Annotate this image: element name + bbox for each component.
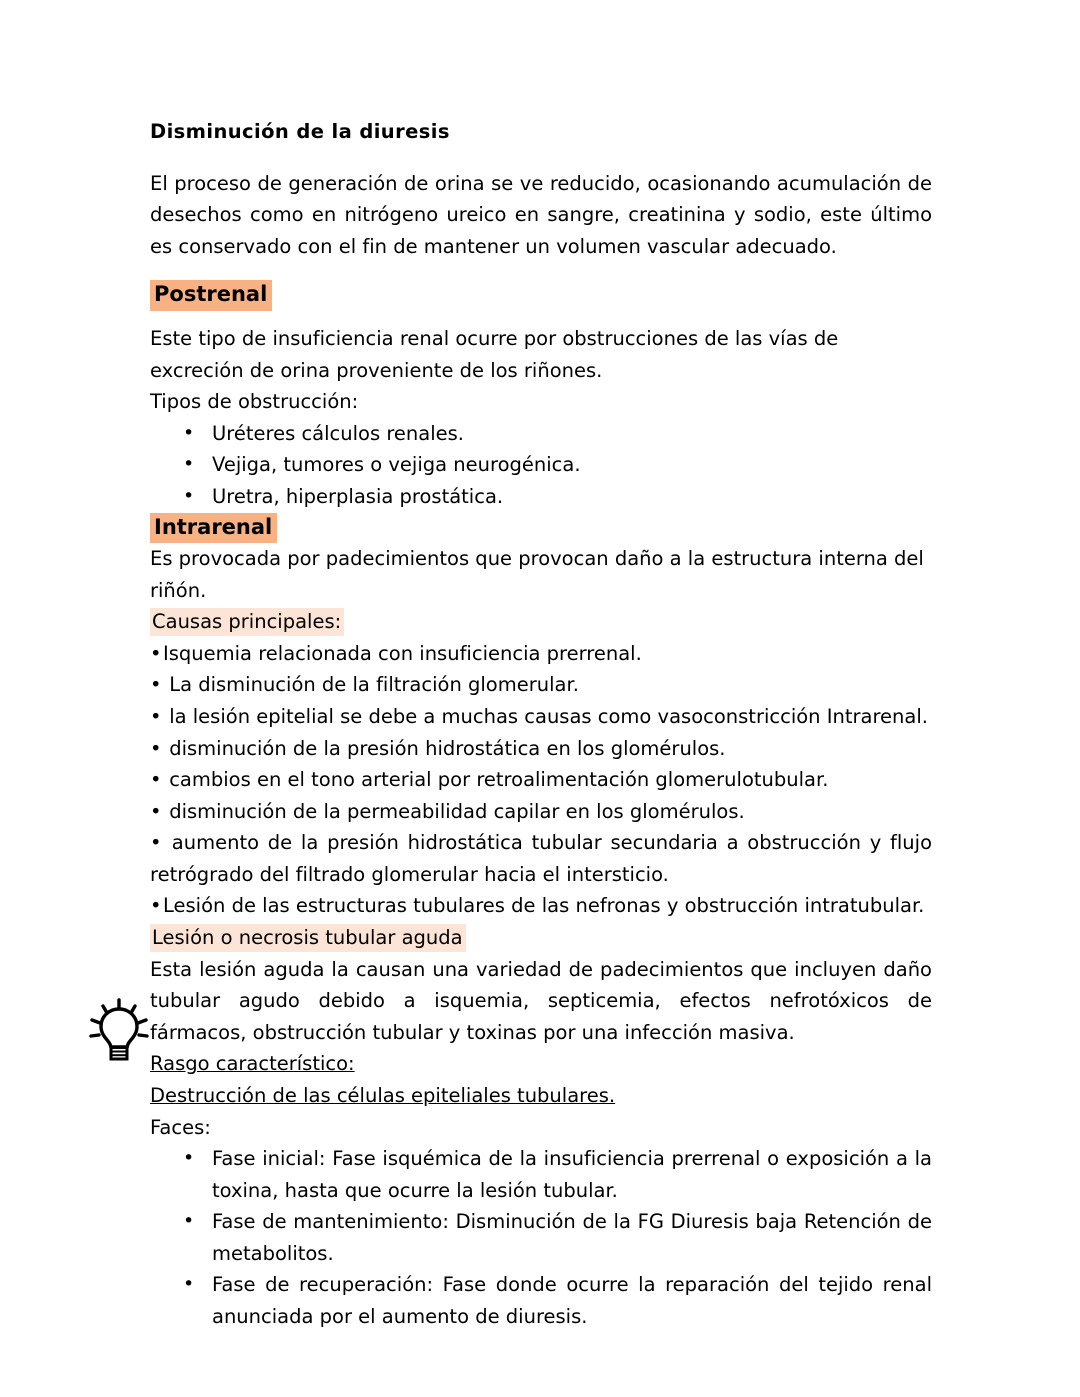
- label-causas-principales: Causas principales:: [150, 608, 344, 636]
- list-item: [150, 481, 932, 513]
- label-faces: Faces:: [150, 1115, 211, 1139]
- paragraph-necrosis-tubular: Esta lesión aguda la causan una variedad de padecimientos que incluyen daño tubular agudo debido a isquemia, septicemia, efectos nefrotóxicos de fármacos, obstrucción tubular y toxinas por una infección masiva.: [150, 957, 932, 1044]
- label-causas-principales-wrap: [150, 606, 932, 638]
- label-tipos-obstruccion: Tipos de obstrucción:: [150, 390, 359, 414]
- list-causas-principales: [150, 638, 932, 922]
- heading-postrenal-wrap: [150, 280, 932, 311]
- list-item-label: Fase de recuperación: Fase donde ocurre la reparación del tejido renal anunciada por el aumento de diuresis.: [212, 1273, 932, 1328]
- list-faces: [150, 1143, 932, 1332]
- list-item: [150, 449, 932, 481]
- heading-disminucion-diuresis: Disminución de la diuresis: [150, 120, 450, 143]
- list-item-label: disminución de la permeabilidad capilar en los glomérulos.: [169, 799, 745, 823]
- list-item-label: Fase inicial: Fase isquémica de la insuficiencia prerrenal o exposición a la toxina, hasta que ocurre la lesión tubular.: [212, 1147, 932, 1202]
- list-item-label: la lesión epitelial se debe a muchas causas como vasoconstricción Intrarenal.: [169, 705, 928, 728]
- bullet-icon: •: [150, 799, 162, 823]
- bullet-icon: •: [150, 831, 162, 855]
- list-item: [150, 701, 932, 733]
- list-item: [150, 418, 932, 450]
- bullet-icon: •: [150, 641, 162, 665]
- list-item-label: Vejiga, tumores o vejiga neurogénica.: [212, 453, 581, 477]
- heading-necrosis-tubular: Lesión o necrosis tubular aguda: [150, 924, 466, 952]
- bullet-icon: •: [150, 705, 162, 728]
- list-item: [150, 796, 932, 828]
- list-item: [150, 733, 932, 765]
- paragraph-intrarenal: Es provocada por padecimientos que provocan daño a la estructura interna del riñón.: [150, 547, 924, 602]
- list-item-label: Lesión de las estructuras tubulares de las nefronas y obstrucción intratubular.: [163, 894, 925, 918]
- label-rasgo-caracteristico: Rasgo característico:: [150, 1052, 355, 1076]
- list-item: [150, 1206, 932, 1269]
- paragraph-disminucion-diuresis: El proceso de generación de orina se ve reducido, ocasionando acumulación de desechos como en nitrógeno ureico en sangre, creatinina y sodio, este último es conservado con el fin de mantener un volumen vascular adecuado.: [150, 171, 932, 258]
- bullet-icon: •: [150, 768, 162, 792]
- list-item-label: aumento de la presión hidrostática tubular secundaria a obstrucción y flujo retrógrado del filtrado glomerular hacia el intersticio.: [150, 831, 932, 886]
- spacer: [150, 262, 932, 280]
- list-item: [150, 764, 932, 796]
- list-item: [150, 669, 932, 701]
- spacer: [150, 311, 932, 323]
- list-item: [150, 827, 932, 890]
- list-tipos-obstruccion: [150, 418, 932, 513]
- heading-necrosis-wrap: [150, 922, 932, 954]
- list-item-label: La disminución de la filtración glomerular.: [169, 673, 579, 697]
- list-item-label: Isquemia relacionada con insuficiencia prerrenal.: [163, 641, 642, 665]
- list-item-label: Fase de mantenimiento: Disminución de la FG Diuresis baja Retención de metabolitos.: [212, 1210, 932, 1265]
- list-item-label: cambios en el tono arterial por retroalimentación glomerulotubular.: [169, 768, 829, 792]
- list-item-label: Uréteres cálculos renales.: [212, 421, 464, 445]
- list-item: [150, 1143, 932, 1206]
- list-item: [150, 638, 932, 670]
- paragraph-postrenal: Este tipo de insuficiencia renal ocurre por obstrucciones de las vías de excreción de orina proveniente de los riñones.: [150, 327, 839, 382]
- list-item-label: Uretra, hiperplasia prostática.: [212, 484, 504, 508]
- document-body: [150, 118, 932, 1333]
- value-rasgo-caracteristico: Destrucción de las células epiteliales tubulares.: [150, 1083, 616, 1107]
- heading-intrarenal-wrap: [150, 513, 932, 544]
- list-item-label: disminución de la presión hidrostática en los glomérulos.: [169, 736, 726, 760]
- heading-intrarenal: Intrarenal: [150, 513, 277, 544]
- heading-postrenal: Postrenal: [150, 280, 272, 311]
- list-item: [150, 1269, 932, 1332]
- bullet-icon: •: [150, 736, 162, 760]
- lightbulb-icon: [88, 998, 150, 1064]
- bullet-icon: •: [150, 894, 162, 918]
- bullet-icon: •: [150, 673, 162, 697]
- list-item: [150, 890, 932, 922]
